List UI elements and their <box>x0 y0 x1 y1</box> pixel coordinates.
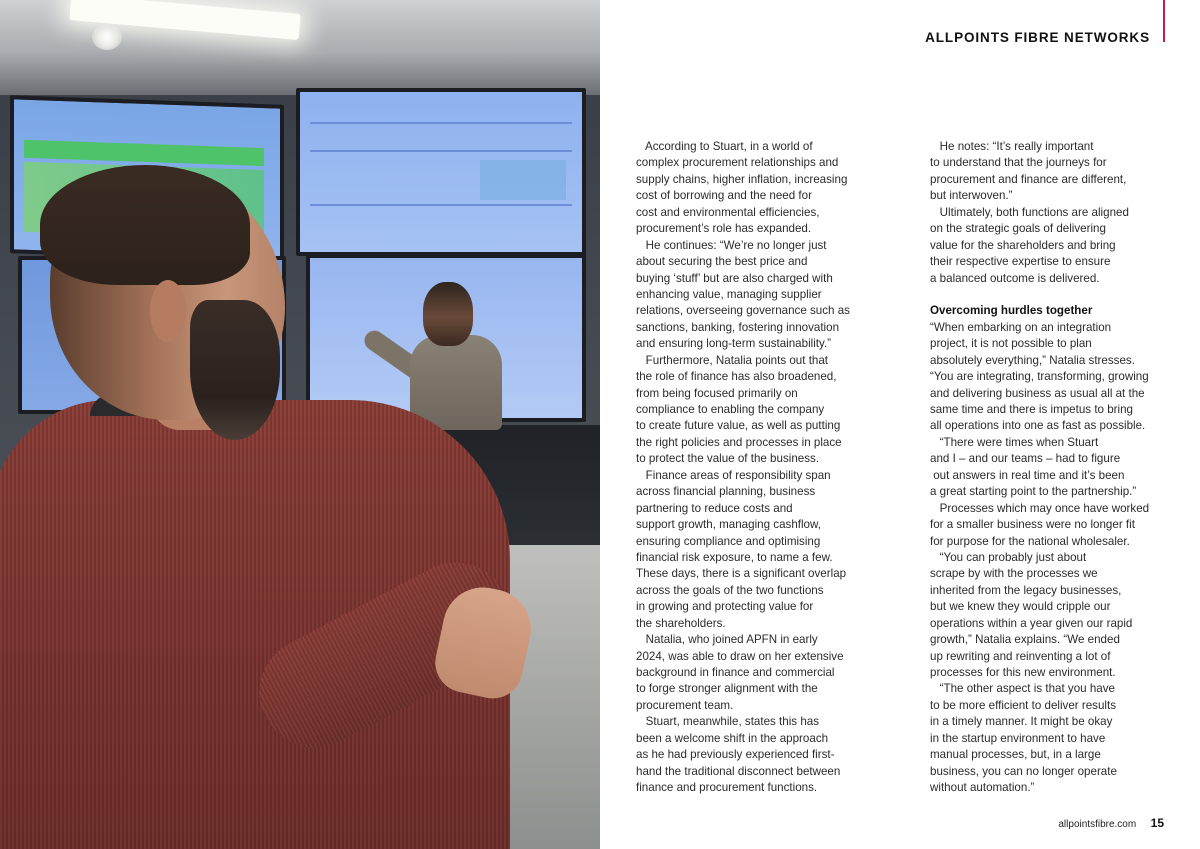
body-text-line: procurement’s role has expanded. <box>636 222 812 236</box>
body-text-line: to protect the value of the business. <box>636 452 820 466</box>
body-text-line: Furthermore, Natalia points out that <box>636 353 829 367</box>
body-text-line: on the strategic goals of delivering <box>930 222 1106 236</box>
body-text-line: been a welcome shift in the approach <box>636 731 829 745</box>
body-text-line: background in finance and commercial <box>636 666 835 679</box>
blank-line <box>930 287 1168 303</box>
body-text-line: the role of finance has also broadened, <box>636 370 837 384</box>
body-text-line: to be more efficient to deliver results <box>930 698 1117 712</box>
body-text-line: These days, there is a significant overlap <box>636 567 847 581</box>
presenter-body <box>410 335 502 430</box>
body-text-line: all operations into one as fast as possible. <box>930 419 1146 433</box>
body-text-line: finance and procurement functions. <box>636 781 818 795</box>
body-text-line: growth,” Natalia explains. “We ended <box>930 633 1120 647</box>
body-text-line: business, you can no longer operate <box>930 764 1117 778</box>
body-text-line: supply chains, higher inflation, increasing <box>636 172 848 186</box>
body-text-line: about securing the best price and <box>636 255 808 269</box>
body-text-line: for a smaller business were no longer fit <box>930 518 1135 532</box>
body-text-line: in a timely manner. It might be okay <box>930 715 1113 729</box>
body-text-line: to understand that the journeys for <box>930 156 1107 170</box>
body-text-line: from being focused primarily on <box>636 386 798 400</box>
body-text-line: hand the traditional disconnect between <box>636 764 841 778</box>
body-text-line: sanctions, banking, fostering innovation <box>636 320 840 334</box>
body-text-line: the shareholders. <box>636 616 726 630</box>
body-text-line: value for the shareholders and bring <box>930 238 1116 252</box>
body-text-line: Processes which may once have worked <box>930 501 1150 515</box>
body-text-line: Stuart, meanwhile, states this has <box>636 715 820 729</box>
body-text-line: up rewriting and reinventing a lot of <box>930 649 1111 663</box>
ceiling-spotlight <box>92 24 122 50</box>
body-text-line: ensuring compliance and optimising <box>636 534 821 548</box>
section-heading: Overcoming hurdles together <box>930 304 1093 318</box>
body-text-line: partnering to reduce costs and <box>636 501 793 515</box>
body-text-line: cost and environmental efficiencies, <box>636 205 820 219</box>
body-text-line: Ultimately, both functions are aligned <box>930 205 1129 219</box>
body-text-line: their respective expertise to ensure <box>930 255 1111 269</box>
body-text-line: a balanced outcome is delivered. <box>930 271 1100 285</box>
body-text-line: and ensuring long-term sustainability.” <box>636 337 832 351</box>
body-text-line: 2024, was able to draw on her extensive <box>636 649 844 663</box>
body-text-line: a great starting point to the partnership.” <box>930 485 1137 499</box>
body-text-line: the right policies and processes in place <box>636 435 842 449</box>
footer-url[interactable]: allpointsfibre.com <box>1058 819 1137 830</box>
body-text-line: across financial planning, business <box>636 485 816 499</box>
brand-header: ALLPOINTS FIBRE NETWORKS <box>925 30 1150 45</box>
body-text-line: He continues: “We’re no longer just <box>636 238 827 252</box>
body-text-line: complex procurement relationships and <box>636 156 839 170</box>
body-text-line: operations within a year given our rapid <box>930 616 1133 630</box>
body-text-line: same time and there is impetus to bring <box>930 403 1133 416</box>
article-column-left <box>636 139 874 797</box>
body-text-line: Finance areas of responsibility span <box>636 468 831 482</box>
body-text-line: but we knew they would cripple our <box>930 600 1111 614</box>
body-text-line: “The other aspect is that you have <box>930 682 1115 696</box>
body-text-line: “You are integrating, transforming, growing <box>930 370 1149 384</box>
man-ear <box>150 280 186 342</box>
body-text-line: for purpose for the national wholesaler. <box>930 534 1130 548</box>
body-text-line: as he had previously experienced first- <box>636 748 835 762</box>
body-text-line: without automation.” <box>930 781 1035 795</box>
body-text-line: scrape by with the processes we <box>930 567 1098 581</box>
body-text-line: procurement team. <box>636 698 734 712</box>
page-footer <box>1058 814 1164 832</box>
body-text-line: Natalia, who joined APFN in early <box>636 633 818 647</box>
body-text-line: in growing and protecting value for <box>636 600 814 614</box>
body-text-line: cost of borrowing and the need for <box>636 189 812 203</box>
body-text-line: “When embarking on an integration <box>930 320 1112 334</box>
body-text-line: support growth, managing cashflow, <box>636 518 821 532</box>
article-column-right <box>930 139 1168 797</box>
presenter-head <box>423 282 473 346</box>
body-text-line: to create future value, as well as putting <box>636 419 841 433</box>
body-text-line: He notes: “It’s really important <box>930 140 1094 153</box>
man-hair <box>40 165 250 285</box>
body-text-line: manual processes, but, in a large <box>930 748 1101 762</box>
brand-accent-rule <box>1163 0 1165 42</box>
body-text-line: and I – and our teams – had to figure <box>930 452 1121 466</box>
body-text-line: and delivering business as usual all at the <box>930 386 1145 400</box>
body-text-line: processes for this new environment. <box>930 666 1116 679</box>
man-beard <box>190 300 280 440</box>
body-text-line: relations, overseeing governance such as <box>636 304 850 318</box>
body-text-line: compliance to enabling the company <box>636 403 825 416</box>
body-text-line: across the goals of the two functions <box>636 583 824 597</box>
body-text-line: to forge stronger alignment with the <box>636 682 818 696</box>
body-text-line: According to Stuart, in a world of <box>636 140 813 153</box>
body-text-line: procurement and finance are different, <box>930 172 1127 186</box>
body-text-line: “You can probably just about <box>930 550 1087 564</box>
page-number: 15 <box>1150 816 1164 830</box>
body-text-line: enhancing value, managing supplier <box>636 287 822 301</box>
monitor-top-right <box>296 88 586 256</box>
body-text-line: out answers in real time and it’s been <box>930 468 1125 482</box>
body-text-line: “There were times when Stuart <box>930 435 1099 449</box>
body-text-line: project, it is not possible to plan <box>930 337 1092 351</box>
body-text-line: absolutely everything,” Natalia stresses. <box>930 353 1135 367</box>
body-text-line: buying ‘stuff’ but are also charged with <box>636 271 833 285</box>
body-text-line: inherited from the legacy businesses, <box>930 583 1122 597</box>
body-text-line: but interwoven.” <box>930 189 1013 203</box>
body-text-line: in the startup environment to have <box>930 731 1106 745</box>
body-text-line: financial risk exposure, to name a few. <box>636 550 833 564</box>
